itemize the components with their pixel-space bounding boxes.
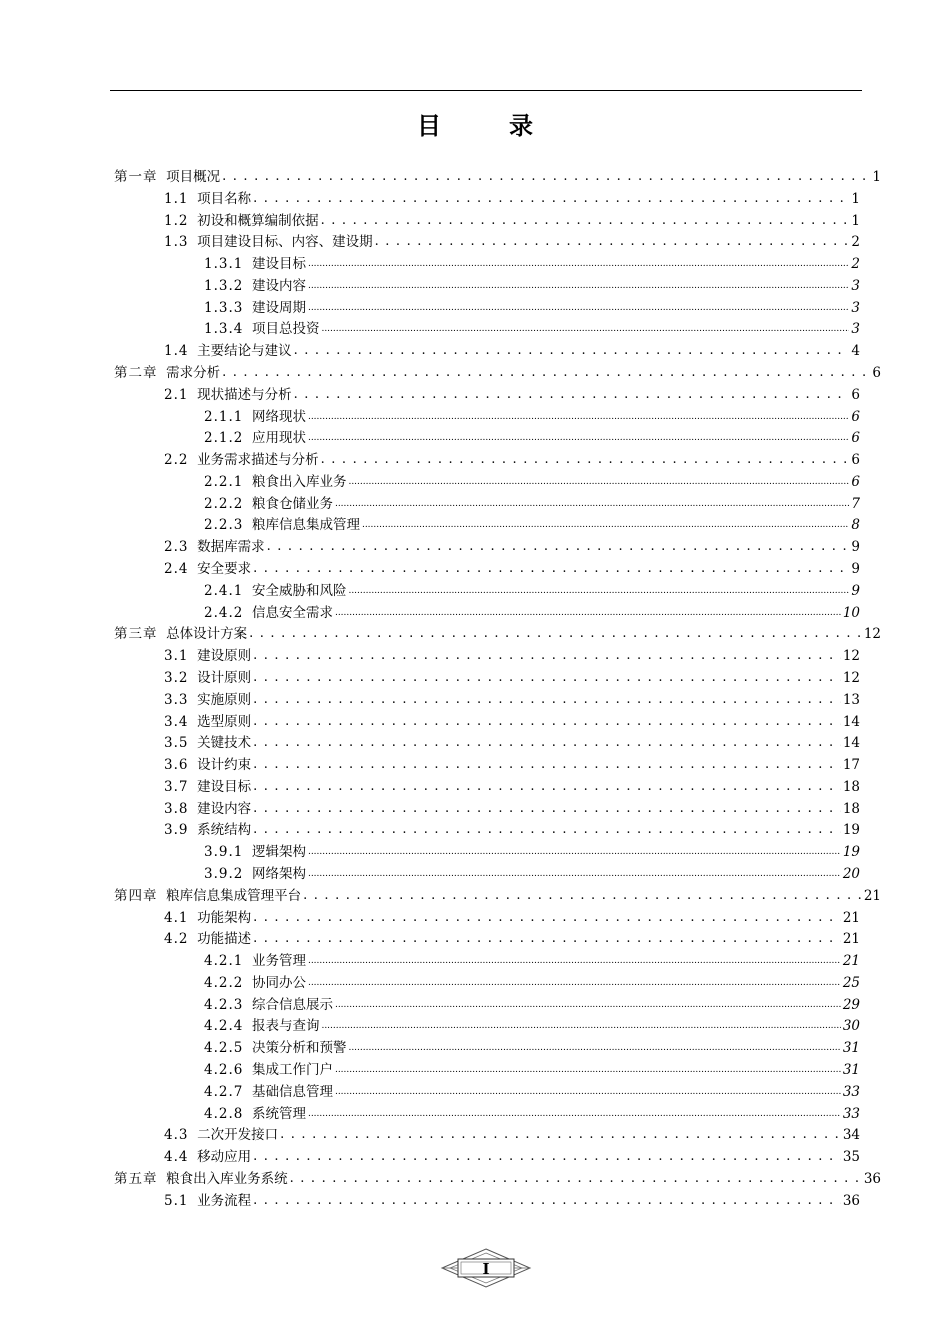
toc-dot-leader bbox=[253, 1148, 841, 1166]
toc-entry-title: 综合信息展示 bbox=[251, 996, 333, 1013]
toc-entry-number: 2.1.1 bbox=[204, 408, 244, 425]
toc-entry-page: 2 bbox=[851, 234, 860, 251]
toc-entry-number: 4.1 bbox=[164, 909, 189, 926]
toc-entry-page: 1 bbox=[851, 212, 860, 229]
toc-entry[interactable] bbox=[204, 580, 860, 600]
toc-entry-page: 21 bbox=[842, 953, 860, 970]
toc-entry-title: 基础信息管理 bbox=[251, 1083, 333, 1100]
toc-entry[interactable] bbox=[204, 950, 860, 970]
toc-dot-leader bbox=[253, 691, 841, 709]
toc-entry-number: 4.3 bbox=[164, 1127, 189, 1144]
toc-entry-title: 功能架构 bbox=[197, 909, 252, 926]
toc-dot-leader bbox=[290, 1170, 862, 1188]
toc-entry-number: 3.8 bbox=[164, 800, 189, 817]
toc-entry-page: 9 bbox=[851, 539, 860, 556]
toc-entry-title: 业务管理 bbox=[251, 953, 306, 970]
toc-entry-title: 功能描述 bbox=[197, 931, 252, 948]
toc-entry-title: 建设内容 bbox=[251, 277, 306, 294]
toc-entry[interactable] bbox=[164, 1190, 860, 1210]
toc-entry-page: 31 bbox=[842, 1040, 860, 1057]
toc-entry-page: 2 bbox=[851, 256, 860, 273]
toc-entry-page: 12 bbox=[842, 669, 860, 686]
toc-entry[interactable] bbox=[114, 1168, 881, 1188]
toc-entry[interactable] bbox=[164, 1124, 860, 1144]
toc-entry-title: 主要结论与建议 bbox=[197, 343, 292, 360]
toc-entry-page: 18 bbox=[842, 778, 860, 795]
toc-entry[interactable] bbox=[204, 972, 860, 992]
toc-dot-leader bbox=[335, 495, 849, 513]
toc-dot-leader bbox=[253, 821, 841, 839]
toc-entry-page: 36 bbox=[863, 1170, 881, 1187]
toc-dot-leader bbox=[308, 299, 849, 317]
toc-dot-leader bbox=[375, 233, 850, 251]
toc-entry[interactable] bbox=[204, 297, 860, 317]
toc-dot-leader bbox=[253, 1192, 841, 1210]
toc-entry-title: 安全要求 bbox=[197, 561, 252, 578]
toc-dot-leader bbox=[308, 974, 841, 992]
toc-entry[interactable] bbox=[204, 1015, 860, 1035]
toc-entry-page: 8 bbox=[851, 517, 860, 534]
toc-entry-page: 6 bbox=[851, 430, 860, 447]
toc-entry[interactable] bbox=[164, 449, 860, 469]
toc-dot-leader bbox=[308, 277, 849, 295]
toc-entry[interactable] bbox=[204, 1037, 860, 1057]
toc-entry-title: 决策分析和预警 bbox=[251, 1040, 347, 1057]
toc-dot-leader bbox=[335, 604, 841, 622]
toc-entry-title: 建设周期 bbox=[251, 299, 306, 316]
toc-dot-leader bbox=[335, 996, 841, 1014]
toc-entry-title: 粮食仓储业务 bbox=[251, 495, 333, 512]
toc-entry-title: 集成工作门户 bbox=[251, 1061, 333, 1078]
toc-entry-title: 粮食出入库业务系统 bbox=[166, 1170, 288, 1187]
toc-entry-number: 2.2.2 bbox=[204, 495, 244, 512]
toc-entry-number: 4.2 bbox=[164, 931, 189, 948]
toc-entry[interactable] bbox=[114, 623, 881, 643]
toc-entry-number: 3.9 bbox=[164, 822, 189, 839]
toc-entry[interactable] bbox=[114, 166, 881, 186]
toc-entry-page: 6 bbox=[851, 452, 860, 469]
toc-dot-leader bbox=[308, 843, 841, 861]
toc-entry-page: 21 bbox=[842, 931, 860, 948]
toc-entry-title: 移动应用 bbox=[197, 1149, 252, 1166]
toc-dot-leader bbox=[335, 1083, 841, 1101]
toc-entry-number: 4.4 bbox=[164, 1149, 189, 1166]
toc-entry-title: 选型原则 bbox=[197, 713, 252, 730]
toc-entry-title: 建设内容 bbox=[197, 800, 252, 817]
toc-entry[interactable] bbox=[164, 667, 860, 687]
toc-entry-title: 协同办公 bbox=[251, 974, 306, 991]
toc-entry-title: 项目建设目标、内容、建设期 bbox=[197, 234, 373, 251]
toc-entry-title: 设计原则 bbox=[197, 669, 252, 686]
toc-entry-page: 1 bbox=[872, 169, 881, 185]
toc-entry-title: 实施原则 bbox=[197, 691, 252, 708]
toc-entry[interactable] bbox=[204, 994, 860, 1014]
toc-dot-leader bbox=[348, 1039, 840, 1057]
toc-entry-number: 2.4 bbox=[164, 561, 189, 578]
toc-dot-leader bbox=[222, 168, 870, 186]
toc-entry-number: 3.9.1 bbox=[204, 844, 244, 861]
toc-dot-leader bbox=[308, 408, 849, 426]
toc-entry-title: 网络架构 bbox=[251, 865, 306, 882]
toc-entry-page: 14 bbox=[842, 735, 860, 752]
toc-dot-leader bbox=[253, 734, 841, 752]
toc-entry-title: 业务需求描述与分析 bbox=[197, 452, 319, 469]
toc-entry[interactable] bbox=[204, 493, 860, 513]
toc-entry-title: 粮库信息集成管理平台 bbox=[166, 887, 302, 904]
toc-entry[interactable] bbox=[204, 253, 860, 273]
toc-entry-number: 3.9.2 bbox=[204, 865, 244, 882]
toc-entry-number: 2.2.1 bbox=[204, 473, 244, 490]
toc-entry-page: 14 bbox=[842, 713, 860, 730]
toc-entry-number: 5.1 bbox=[164, 1192, 189, 1209]
toc-entry-page: 6 bbox=[851, 386, 860, 403]
toc-entry-title: 建设原则 bbox=[197, 648, 252, 665]
toc-entry-title: 项目名称 bbox=[197, 190, 252, 207]
toc-entry[interactable] bbox=[164, 711, 860, 731]
toc-entry-page: 35 bbox=[842, 1149, 860, 1166]
toc-entry-title: 信息安全需求 bbox=[251, 604, 333, 621]
toc-entry[interactable] bbox=[164, 384, 860, 404]
toc-dot-leader bbox=[267, 538, 850, 556]
toc-dot-leader bbox=[308, 429, 849, 447]
toc-entry-number: 3.1 bbox=[164, 648, 189, 665]
toc-entry[interactable] bbox=[204, 863, 860, 883]
toc-entry[interactable] bbox=[164, 558, 860, 578]
toc-entry[interactable] bbox=[164, 928, 860, 948]
toc-entry-page: 3 bbox=[851, 277, 860, 294]
toc-dot-leader bbox=[253, 756, 841, 774]
toc-entry-title: 总体设计方案 bbox=[166, 626, 248, 643]
toc-entry[interactable] bbox=[164, 798, 860, 818]
toc-entry-page: 3 bbox=[851, 299, 860, 316]
toc-entry-page: 21 bbox=[842, 909, 860, 926]
toc-entry-title: 需求分析 bbox=[166, 365, 221, 382]
toc-entry-page: 18 bbox=[842, 800, 860, 817]
toc-entry-title: 系统结构 bbox=[197, 822, 252, 839]
toc-dot-leader bbox=[222, 364, 870, 382]
toc-entry-title: 项目概况 bbox=[166, 169, 221, 185]
toc-dot-leader bbox=[321, 320, 849, 338]
toc-dot-leader bbox=[280, 1126, 841, 1144]
toc-entry-page: 20 bbox=[842, 865, 860, 882]
toc-entry-page: 30 bbox=[842, 1018, 860, 1035]
toc-entry[interactable] bbox=[164, 231, 860, 251]
toc-entry[interactable] bbox=[164, 340, 860, 360]
toc-entry-number: 3.7 bbox=[164, 778, 189, 795]
toc-dot-leader bbox=[253, 560, 849, 578]
toc-entry[interactable] bbox=[164, 819, 860, 839]
toc-entry-number: 4.2.5 bbox=[204, 1040, 244, 1057]
toc-entry-number: 第三章 bbox=[114, 626, 158, 643]
toc-dot-leader bbox=[294, 386, 850, 404]
toc-entry-title: 粮食出入库业务 bbox=[251, 473, 347, 490]
toc-entry-number: 2.2 bbox=[164, 452, 189, 469]
toc-entry[interactable] bbox=[164, 907, 860, 927]
toc-entry-page: 6 bbox=[851, 408, 860, 425]
toc-entry-number: 4.2.2 bbox=[204, 974, 244, 991]
toc-entry-number: 4.2.3 bbox=[204, 996, 244, 1013]
toc-dot-leader bbox=[348, 582, 849, 600]
toc-entry-number: 2.1 bbox=[164, 386, 189, 403]
toc-entry-page: 12 bbox=[842, 648, 860, 665]
toc-entry-number: 4.2.1 bbox=[204, 953, 244, 970]
toc-entry-title: 现状描述与分析 bbox=[197, 386, 292, 403]
toc-dot-leader bbox=[253, 930, 841, 948]
toc-entry-page: 17 bbox=[842, 757, 860, 774]
toc-entry[interactable] bbox=[204, 841, 860, 861]
toc-dot-leader bbox=[308, 255, 849, 273]
toc-entry[interactable] bbox=[204, 406, 860, 426]
toc-entry[interactable] bbox=[164, 776, 860, 796]
footer-page-number: I bbox=[482, 1260, 490, 1278]
toc-entry[interactable] bbox=[164, 689, 860, 709]
toc-entry-title: 粮库信息集成管理 bbox=[251, 517, 360, 534]
toc-dot-leader bbox=[253, 909, 841, 927]
toc-entry-page: 4 bbox=[851, 343, 860, 360]
toc-entry-number: 第四章 bbox=[114, 887, 158, 904]
toc-entry[interactable] bbox=[204, 1059, 860, 1079]
toc-dot-leader bbox=[253, 190, 849, 208]
toc-entry-number: 1.3.4 bbox=[204, 321, 244, 338]
toc-entry-number: 1.3.1 bbox=[204, 256, 244, 273]
toc-entry-title: 设计约束 bbox=[197, 757, 252, 774]
page-title: 目 录 bbox=[417, 112, 555, 140]
toc-entry[interactable] bbox=[164, 645, 860, 665]
toc-entry-number: 4.2.8 bbox=[204, 1105, 244, 1122]
toc-entry-number: 3.4 bbox=[164, 713, 189, 730]
toc-entry-page: 6 bbox=[872, 365, 881, 382]
toc-dot-leader bbox=[335, 1061, 841, 1079]
toc-entry[interactable] bbox=[204, 602, 860, 622]
toc-entry-page: 21 bbox=[863, 887, 881, 904]
toc-entry-title: 报表与查询 bbox=[251, 1018, 320, 1035]
toc-entry-title: 初设和概算编制依据 bbox=[197, 212, 319, 229]
toc-entry-page: 29 bbox=[842, 996, 860, 1013]
toc-entry[interactable] bbox=[164, 754, 860, 774]
toc-dot-leader bbox=[253, 713, 841, 731]
toc-entry-number: 2.1.2 bbox=[204, 430, 244, 447]
toc-entry-page: 9 bbox=[851, 561, 860, 578]
toc-dot-leader bbox=[294, 342, 850, 360]
toc-entry[interactable] bbox=[204, 318, 860, 338]
toc-entry[interactable] bbox=[164, 732, 860, 752]
toc-entry[interactable] bbox=[164, 1146, 860, 1166]
toc-entry-number: 3.6 bbox=[164, 757, 189, 774]
toc-entry[interactable] bbox=[164, 536, 860, 556]
toc-entry[interactable] bbox=[204, 471, 860, 491]
toc-entry-title: 应用现状 bbox=[251, 430, 306, 447]
toc-entry-number: 第五章 bbox=[114, 1170, 158, 1187]
toc-entry-number: 4.2.4 bbox=[204, 1018, 244, 1035]
toc-entry-title: 系统管理 bbox=[251, 1105, 306, 1122]
toc-entry-page: 12 bbox=[863, 626, 881, 643]
toc-entry-number: 1.3.2 bbox=[204, 277, 244, 294]
toc-entry-page: 33 bbox=[842, 1083, 860, 1100]
toc-entry-title: 网络现状 bbox=[251, 408, 306, 425]
toc-entry[interactable] bbox=[204, 514, 860, 534]
toc-dot-leader bbox=[253, 778, 841, 796]
toc-entry-page: 19 bbox=[842, 822, 860, 839]
toc-entry[interactable] bbox=[114, 885, 881, 905]
toc-entry-title: 数据库需求 bbox=[197, 539, 265, 556]
toc-entry-page: 1 bbox=[851, 190, 860, 207]
toc-entry-title: 关键技术 bbox=[197, 735, 252, 752]
toc-entry-number: 1.2 bbox=[164, 212, 189, 229]
toc-dot-leader bbox=[362, 516, 849, 534]
toc-entry-number: 第二章 bbox=[114, 365, 158, 382]
toc-dot-leader bbox=[303, 887, 862, 905]
toc-entry-page: 6 bbox=[851, 473, 860, 490]
toc-entry-number: 1.3 bbox=[164, 234, 189, 251]
toc-entry-title: 建设目标 bbox=[197, 778, 252, 795]
toc-entry-title: 安全威胁和风险 bbox=[251, 582, 347, 599]
toc-entry-page: 19 bbox=[842, 844, 860, 861]
toc-entry-number: 3.3 bbox=[164, 691, 189, 708]
toc-dot-leader bbox=[348, 473, 849, 491]
toc-entry[interactable] bbox=[204, 1103, 860, 1123]
toc-entry-page: 9 bbox=[851, 582, 860, 599]
toc-entry-page: 3 bbox=[851, 321, 860, 338]
toc-entry-page: 31 bbox=[842, 1061, 860, 1078]
toc-entry[interactable] bbox=[204, 1081, 860, 1101]
toc-entry[interactable] bbox=[164, 188, 860, 208]
toc-entry-page: 13 bbox=[842, 691, 860, 708]
toc-dot-leader bbox=[321, 1017, 840, 1035]
toc-entry-page: 7 bbox=[851, 495, 860, 512]
toc-entry-page: 33 bbox=[842, 1105, 860, 1122]
toc-dot-leader bbox=[308, 1105, 841, 1123]
page-footer bbox=[440, 1248, 532, 1288]
toc-entry-number: 3.5 bbox=[164, 735, 189, 752]
toc-dot-leader bbox=[253, 800, 841, 818]
toc-entry-number: 2.4.1 bbox=[204, 582, 244, 599]
toc-entry-number: 1.4 bbox=[164, 343, 189, 360]
toc-entry-title: 业务流程 bbox=[197, 1192, 252, 1209]
toc-dot-leader bbox=[253, 669, 841, 687]
toc-entry-title: 逻辑架构 bbox=[251, 844, 306, 861]
toc-entry-number: 第一章 bbox=[114, 169, 158, 185]
toc-dot-leader bbox=[321, 451, 850, 469]
toc-entry[interactable] bbox=[164, 210, 860, 230]
toc-entry-title: 二次开发接口 bbox=[197, 1127, 279, 1144]
toc-entry-number: 4.2.6 bbox=[204, 1061, 244, 1078]
toc-entry-number: 2.4.2 bbox=[204, 604, 244, 621]
toc-dot-leader bbox=[308, 865, 841, 883]
toc-entry[interactable] bbox=[114, 362, 881, 382]
toc-entry-page: 36 bbox=[842, 1192, 860, 1209]
toc-entry-number: 2.2.3 bbox=[204, 517, 244, 534]
toc-entry-number: 1.3.3 bbox=[204, 299, 244, 316]
toc-entry-number: 3.2 bbox=[164, 669, 189, 686]
toc-dot-leader bbox=[308, 952, 841, 970]
toc-entry-title: 项目总投资 bbox=[251, 321, 320, 338]
toc-entry[interactable] bbox=[204, 427, 860, 447]
toc-dot-leader bbox=[321, 212, 850, 230]
toc-entry-page: 34 bbox=[842, 1127, 860, 1144]
toc-entry-number: 4.2.7 bbox=[204, 1083, 244, 1100]
toc-entry-title: 建设目标 bbox=[251, 256, 306, 273]
toc-dot-leader bbox=[249, 625, 862, 643]
toc-entry-page: 25 bbox=[842, 974, 860, 991]
toc-dot-leader bbox=[253, 647, 841, 665]
toc-entry-number: 1.1 bbox=[164, 190, 189, 207]
toc-entry-number: 2.3 bbox=[164, 539, 189, 556]
toc-entry[interactable] bbox=[204, 275, 860, 295]
toc-entry-page: 10 bbox=[842, 604, 860, 621]
